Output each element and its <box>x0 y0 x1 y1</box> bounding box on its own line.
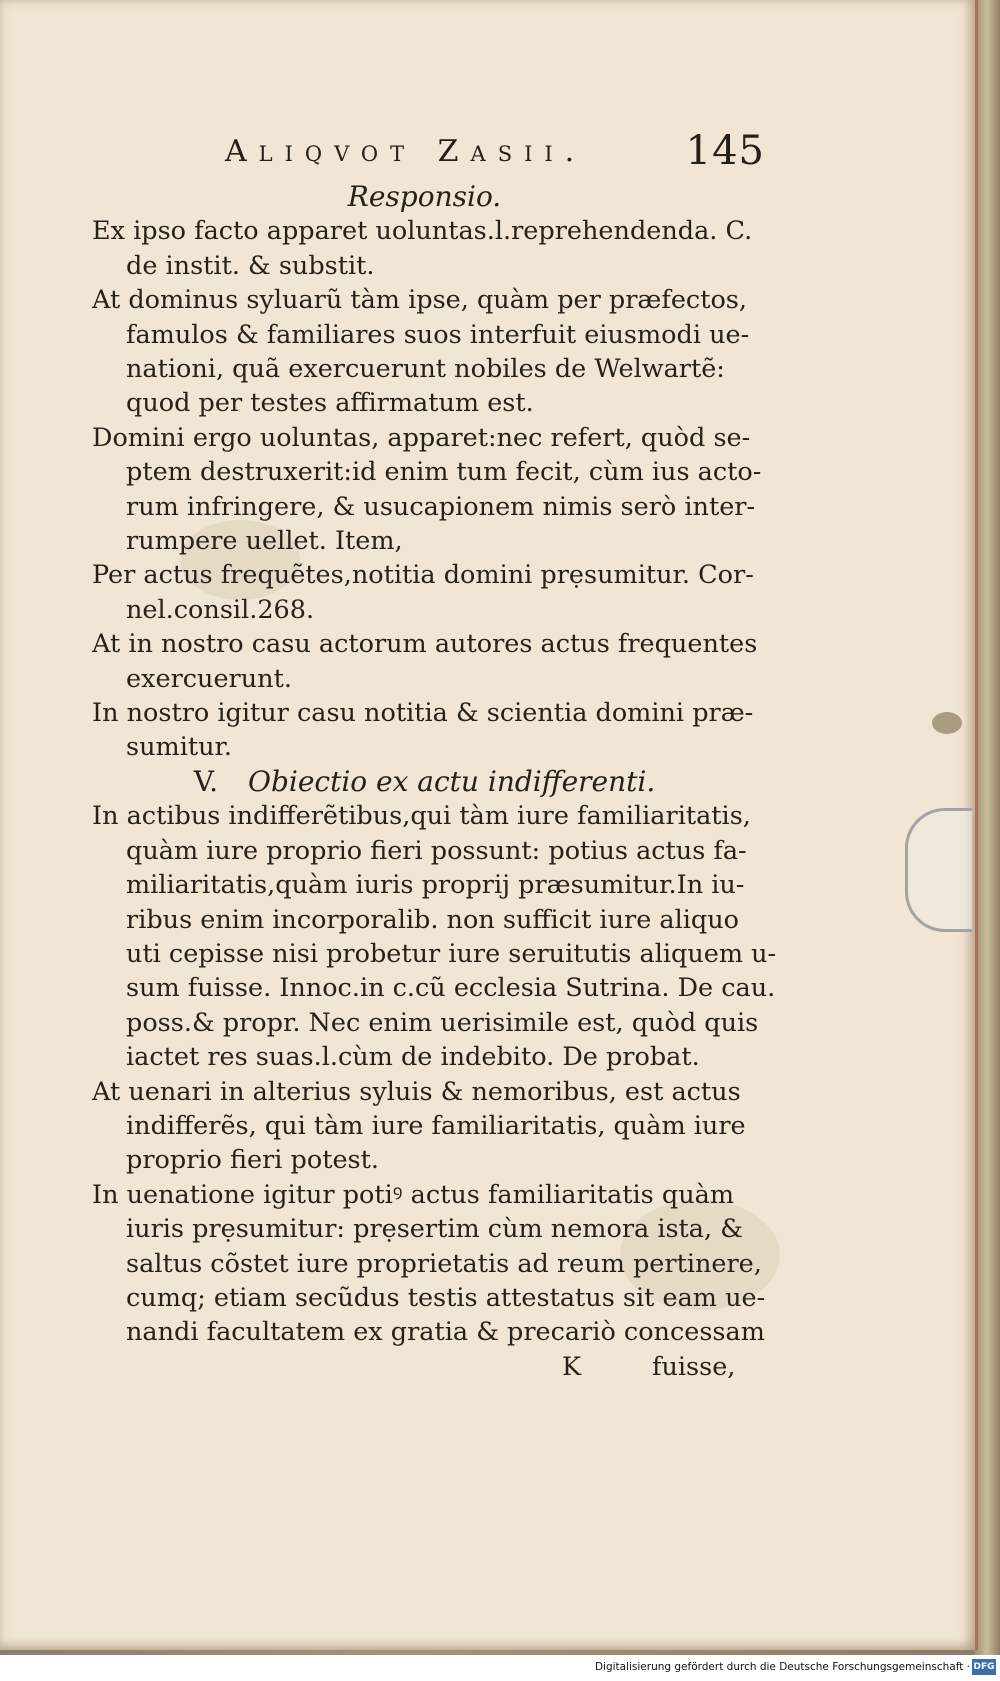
section-title: Responsio. <box>347 180 502 213</box>
paragraph <box>92 1178 766 1350</box>
ink-blot <box>932 712 962 734</box>
text-line: famulos & familiares suos interfuit eiusmodi ue- <box>126 319 750 350</box>
paragraph <box>92 627 757 696</box>
text-line: indifferẽs, qui tàm iure familiaritatis, quàm iure <box>126 1110 746 1141</box>
paragraph <box>92 421 762 559</box>
text-line: quàm iure proprio fieri possunt: potius actus fa- <box>126 835 747 866</box>
text-line: proprio fieri potest. <box>126 1145 379 1176</box>
section-number: V. <box>193 764 218 798</box>
text-line: nel.consil.268. <box>126 594 315 625</box>
text-line: exercuerunt. <box>126 663 292 694</box>
text-line: In uenatione igitur potiꝰ actus familiaritatis quàm <box>92 1179 734 1210</box>
signature-line <box>92 1350 757 1386</box>
section-title: Obiectio ex actu indifferenti. <box>247 764 656 798</box>
text-line: In nostro igitur casu notitia & scientia domini præ- <box>92 698 754 729</box>
text-line: At uenari in alterius syluis & nemoribus, est actus <box>92 1076 741 1107</box>
section-heading <box>92 180 757 214</box>
paragraph <box>92 214 757 283</box>
paragraph <box>92 696 757 765</box>
text-line: quod per testes affirmatum est. <box>126 388 534 419</box>
paragraph <box>92 283 757 421</box>
text-line: rum infringere, & usucapionem nimis serò inter- <box>126 491 756 522</box>
running-title: Aliqvot Zasii. <box>225 134 587 169</box>
paragraph <box>92 799 777 1074</box>
text-line: ptem destruxerit:id enim tum fecit, cùm ius acto- <box>126 457 762 488</box>
text-line: de instit. & substit. <box>126 250 375 281</box>
dfg-logo: DFG <box>972 1659 996 1675</box>
text-line: Per actus frequẽtes,notitia domini prẹsumitur. Cor- <box>92 560 754 591</box>
paragraph <box>92 558 757 627</box>
signature-mark: K <box>562 1351 582 1382</box>
text-line: nationi, quã exercuerunt nobiles de Welwartẽ: <box>126 354 725 385</box>
text-line: cumq; etiam secũdus testis attestatus sit eam ue- <box>126 1282 766 1313</box>
page-number: 145 <box>685 128 765 174</box>
text-line: At dominus syluarũ tàm ipse, quàm per præfectos, <box>92 285 747 316</box>
text-line: iuris prẹsumitur: prẹsertim cùm nemora ista, & <box>126 1214 743 1245</box>
text-line: At in nostro casu actorum autores actus frequentes <box>92 629 758 660</box>
text-line: poss.& propr. Nec enim uerisimile est, quòd quis <box>126 1007 759 1038</box>
section-heading <box>92 765 757 799</box>
text-line: saltus cõstet iure proprietatis ad reum pertinere, <box>126 1248 762 1279</box>
text-line: sumitur. <box>126 732 233 763</box>
text-line: In actibus indifferẽtibus,qui tàm iure familiaritatis, <box>92 801 751 832</box>
text-line: rumpere uellet. Item, <box>126 526 403 557</box>
paragraph <box>92 1075 757 1178</box>
text-line: Ex ipso facto apparet uoluntas.l.reprehendenda. C. <box>92 216 753 247</box>
catchword: fuisse, <box>652 1351 736 1382</box>
text-line: miliaritatis,quàm iuris proprij præsumitur.In iu- <box>126 870 745 901</box>
text-line: uti cepisse nisi probetur iure seruitutis aliquem u- <box>126 938 777 969</box>
text-line: iactet res suas.l.cùm de indebito. De probat. <box>126 1042 700 1073</box>
text-line: nandi facultatem ex gratia & precariò concessam <box>126 1317 765 1348</box>
book-clasp <box>905 808 972 932</box>
text-line: Domini ergo uoluntas, apparet:nec refert, quòd se- <box>92 422 751 453</box>
text-line: ribus enim incorporalib. non sufficit iure aliquo <box>126 904 740 935</box>
text-line: sum fuisse. Innoc.in c.cũ ecclesia Sutrina. De cau. <box>126 973 776 1004</box>
footer-bar <box>0 1655 1000 1681</box>
digitization-credit: Digitalisierung gefördert durch die Deutsche Forschungsgemeinschaft · <box>594 1661 970 1673</box>
text-block <box>92 180 777 1386</box>
page-header <box>225 128 765 178</box>
